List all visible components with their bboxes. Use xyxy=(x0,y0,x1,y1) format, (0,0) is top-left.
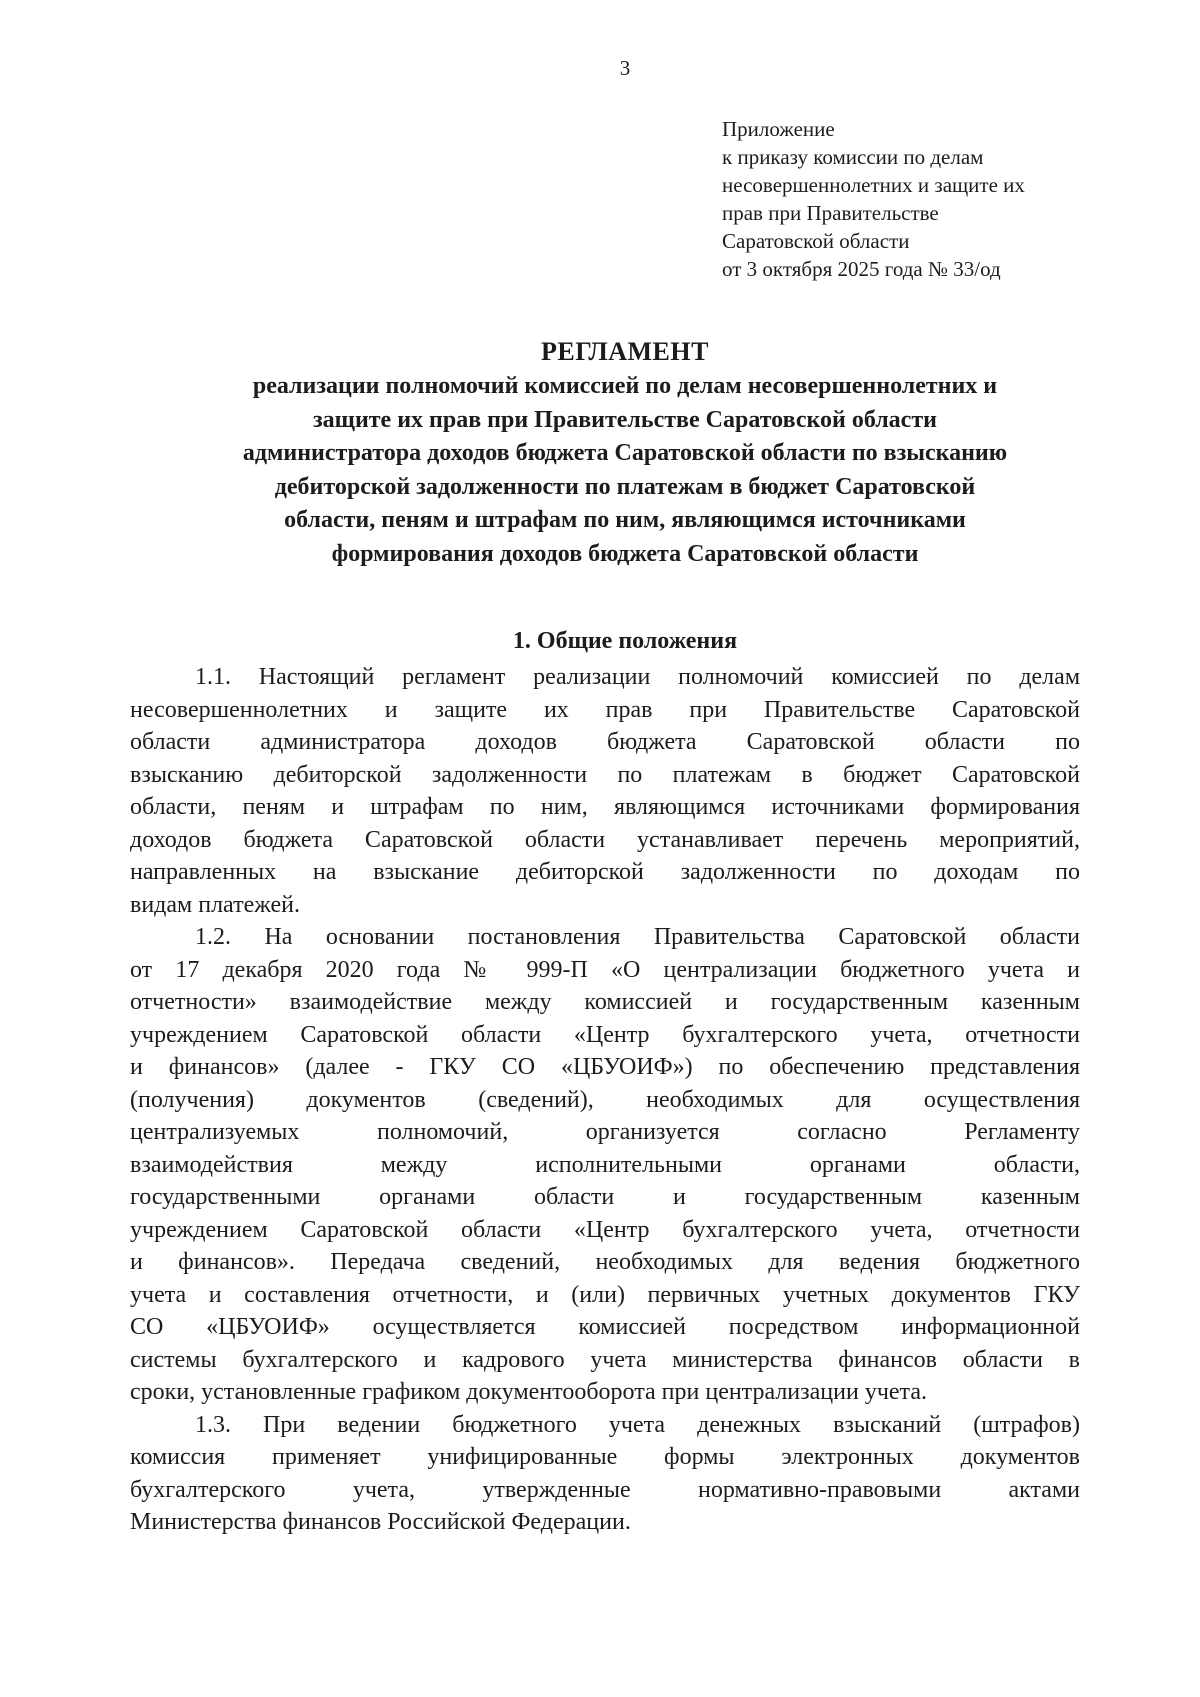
paragraph-line: (получения) документов (сведений), необходимых для осуществления xyxy=(130,1086,1080,1113)
paragraph-line: области, пеням и штрафам по ним, являющимся источниками формирования xyxy=(130,794,1080,820)
paragraph-line: области администратора доходов бюджета Саратовской области по xyxy=(130,729,1080,755)
paragraph-line: государственными органами области и государственным казенным xyxy=(130,1184,1080,1210)
paragraph-line: взысканию дебиторской задолженности по платежам в бюджет Саратовской xyxy=(130,761,1080,788)
body-text xyxy=(130,661,1080,1539)
paragraph-line: комиссия применяет унифицированные формы электронных документов xyxy=(130,1444,1080,1470)
paragraph-line: учреждением Саратовской области «Центр бухгалтерского учета, отчетности xyxy=(130,1216,1080,1243)
appendix-line: несовершеннолетних и защите их xyxy=(722,173,1025,197)
page-number: 3 xyxy=(619,56,631,80)
appendix-line: от 3 октября 2025 года № 33/од xyxy=(722,257,1001,281)
paragraph-line: и финансов». Передача сведений, необходимых для ведения бюджетного xyxy=(130,1249,1080,1275)
appendix-block xyxy=(722,115,1142,283)
paragraph-line: отчетности» взаимодействие между комиссией и государственным казенным xyxy=(130,989,1080,1015)
subtitle-line: администратора доходов бюджета Саратовской области по взысканию xyxy=(242,440,1008,466)
paragraph-line: несовершеннолетних и защите их прав при Правительстве Саратовской xyxy=(130,696,1080,723)
paragraph-line: учета и составления отчетности, и (или) первичных учетных документов ГКУ xyxy=(130,1281,1080,1308)
appendix-line: Приложение xyxy=(722,117,835,141)
appendix-line: прав при Правительстве xyxy=(722,201,939,225)
paragraph-line: 1.1. Настоящий регламент реализации полномочий комиссией по делам xyxy=(195,664,1080,690)
paragraph-line: системы бухгалтерского и кадрового учета министерства финансов области в xyxy=(130,1346,1080,1373)
document-title: РЕГЛАМЕНТ xyxy=(541,337,709,366)
paragraph-line: направленных на взыскание дебиторской задолженности по доходам по xyxy=(130,859,1080,885)
paragraph-line: и финансов» (далее - ГКУ СО «ЦБУОИФ») по обеспечению представления xyxy=(130,1054,1080,1080)
subtitle-line: области, пеням и штрафам по ним, являющимся источниками xyxy=(284,507,966,533)
appendix-line: к приказу комиссии по делам xyxy=(722,145,984,169)
paragraph-line: учреждением Саратовской области «Центр бухгалтерского учета, отчетности xyxy=(130,1021,1080,1048)
document-subtitle xyxy=(130,370,1120,571)
paragraph-line: от 17 декабря 2020 года № 999-П «О централизации бюджетного учета и xyxy=(130,956,1080,983)
subtitle-line: формирования доходов бюджета Саратовской области xyxy=(331,540,919,567)
paragraph-line: 1.2. На основании постановления Правительства Саратовской области xyxy=(195,924,1080,950)
appendix-line: Саратовской области xyxy=(722,229,910,253)
paragraph-line: централизуемых полномочий, организуется согласно Регламенту xyxy=(130,1119,1080,1145)
paragraph-line: 1.3. При ведении бюджетного учета денежных взысканий (штрафов) xyxy=(195,1411,1080,1438)
paragraph-line: СО «ЦБУОИФ» осуществляется комиссией посредством информационной xyxy=(130,1314,1080,1340)
section-heading: 1. Общие положения xyxy=(512,628,738,654)
paragraph-line: сроки, установленные графиком документооборота при централизации учета. xyxy=(130,1379,927,1405)
paragraph-line: видам платежей. xyxy=(130,891,300,918)
paragraph-line: доходов бюджета Саратовской области устанавливает перечень мероприятий, xyxy=(130,826,1080,853)
subtitle-line: защите их прав при Правительстве Саратовской области xyxy=(313,406,937,433)
subtitle-line: реализации полномочий комиссией по делам несовершеннолетних и xyxy=(252,373,998,399)
paragraph-line: бухгалтерского учета, утвержденные нормативно-правовыми актами xyxy=(130,1476,1080,1503)
subtitle-line: дебиторской задолженности по платежам в бюджет Саратовской xyxy=(274,473,976,500)
paragraph-line: взаимодействия между исполнительными органами области, xyxy=(130,1151,1080,1178)
paragraph-line: Министерства финансов Российской Федерации. xyxy=(130,1509,631,1535)
